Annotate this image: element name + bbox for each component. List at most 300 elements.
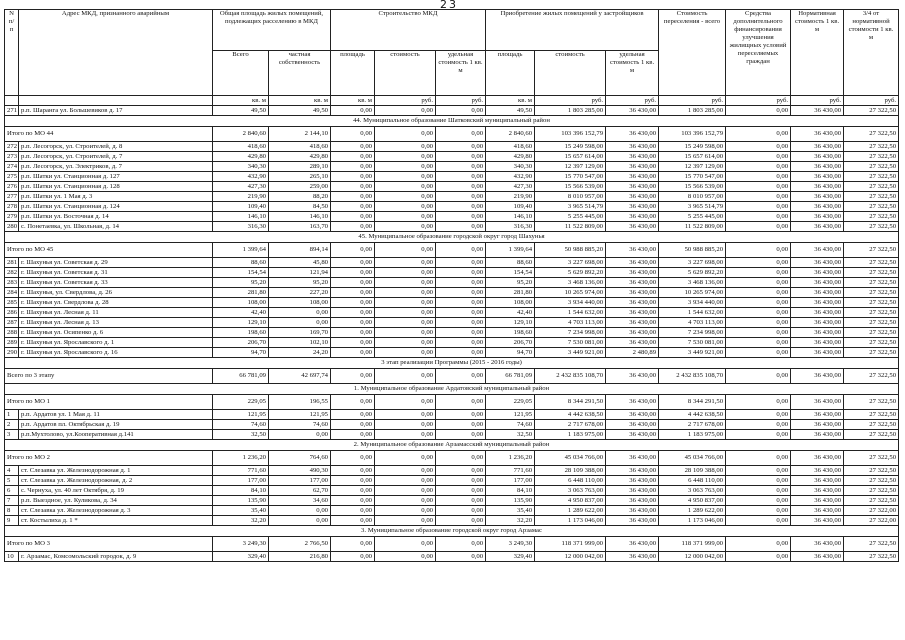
value-cell: 36 430,00 xyxy=(606,308,659,318)
value-cell: 84,50 xyxy=(269,202,331,212)
row-number: 280 xyxy=(5,222,19,232)
value-cell: 0,00 xyxy=(331,222,375,232)
row-address: р.п. Ардатов пл. Октябрьская д. 19 xyxy=(19,420,213,430)
value-cell: 36 430,00 xyxy=(606,506,659,516)
row-address: с. Понетаевка, ул. Школьная, д. 14 xyxy=(19,222,213,232)
value-cell: 0,00 xyxy=(726,202,791,212)
subtotal-row xyxy=(5,395,899,410)
value-cell: 0,00 xyxy=(375,258,436,268)
value-cell: 146,10 xyxy=(269,212,331,222)
subtotal-label: Итого по МО 1 xyxy=(5,395,213,410)
value-cell: 0,00 xyxy=(726,552,791,562)
value-cell: 0,00 xyxy=(375,243,436,258)
row-address: р.п. Шатки ул. Станционная д. 124 xyxy=(19,202,213,212)
value-cell: 36 430,00 xyxy=(791,552,844,562)
row-address: ст. Слезавка ул. Железнодорожная д. 1 xyxy=(19,466,213,476)
row-number: 9 xyxy=(5,516,19,526)
value-cell: 316,30 xyxy=(486,222,535,232)
value-cell: 5 629 892,20 xyxy=(659,268,726,278)
value-cell: 154,54 xyxy=(213,268,269,278)
value-cell: 0,00 xyxy=(726,328,791,338)
table-row xyxy=(5,506,899,516)
value-cell: 36 430,00 xyxy=(791,152,844,162)
value-cell: 8 344 291,50 xyxy=(659,395,726,410)
value-cell: 84,10 xyxy=(486,486,535,496)
value-cell: 429,80 xyxy=(213,152,269,162)
value-cell: 129,10 xyxy=(486,318,535,328)
value-cell: 281,80 xyxy=(486,288,535,298)
value-cell: 163,70 xyxy=(269,222,331,232)
unit-cell: кв. м xyxy=(213,96,269,106)
value-cell: 771,60 xyxy=(486,466,535,476)
value-cell: 66 781,09 xyxy=(486,369,535,384)
row-address: ст. Слезавка ул. Железнодорожная, д. 2 xyxy=(19,476,213,486)
value-cell: 27 322,50 xyxy=(844,369,899,384)
table-row xyxy=(5,516,899,526)
value-cell: 36 430,00 xyxy=(791,268,844,278)
value-cell: 12 397 129,00 xyxy=(659,162,726,172)
value-cell: 0,00 xyxy=(331,278,375,288)
value-cell: 0,00 xyxy=(331,506,375,516)
value-cell: 11 522 809,00 xyxy=(535,222,606,232)
value-cell: 3 468 136,00 xyxy=(659,278,726,288)
value-cell: 15 566 539,00 xyxy=(659,182,726,192)
value-cell: 42,40 xyxy=(213,308,269,318)
subcol-private: частная собственность xyxy=(269,51,331,96)
value-cell: 1 173 046,00 xyxy=(535,516,606,526)
table-row xyxy=(5,212,899,222)
value-cell: 12 000 042,00 xyxy=(535,552,606,562)
value-cell: 103 396 152,79 xyxy=(535,127,606,142)
section-header-row xyxy=(5,384,899,395)
value-cell: 36 430,00 xyxy=(606,318,659,328)
value-cell: 0,00 xyxy=(726,466,791,476)
value-cell: 36 430,00 xyxy=(791,410,844,420)
value-cell: 0,00 xyxy=(436,142,486,152)
row-number: 287 xyxy=(5,318,19,328)
value-cell: 0,00 xyxy=(375,268,436,278)
section-title: 1. Муниципальное образование Ардатовский муниципальный район xyxy=(5,384,899,395)
value-cell: 0,00 xyxy=(436,258,486,268)
row-number: 3 xyxy=(5,430,19,440)
value-cell: 0,00 xyxy=(726,278,791,288)
section-header-row xyxy=(5,526,899,537)
value-cell: 2 480,89 xyxy=(606,348,659,358)
value-cell: 36 430,00 xyxy=(791,466,844,476)
value-cell: 0,00 xyxy=(331,127,375,142)
table-row xyxy=(5,486,899,496)
value-cell: 4 442 638,50 xyxy=(659,410,726,420)
row-address: р.п. Шаранга ул. Большевиков д. 17 xyxy=(19,106,213,116)
row-address: г. Шахунья ул. Ярославского д. 16 xyxy=(19,348,213,358)
row-number: 277 xyxy=(5,192,19,202)
value-cell: 36 430,00 xyxy=(606,202,659,212)
value-cell: 45,80 xyxy=(269,258,331,268)
value-cell: 35,40 xyxy=(213,506,269,516)
row-number: 283 xyxy=(5,278,19,288)
value-cell: 34,60 xyxy=(269,496,331,506)
value-cell: 94,70 xyxy=(213,348,269,358)
value-cell: 329,40 xyxy=(486,552,535,562)
value-cell: 6 448 110,00 xyxy=(659,476,726,486)
value-cell: 27 322,50 xyxy=(844,552,899,562)
value-cell: 36 430,00 xyxy=(606,552,659,562)
row-number: 289 xyxy=(5,338,19,348)
value-cell: 27 322,50 xyxy=(844,420,899,430)
value-cell: 0,00 xyxy=(436,338,486,348)
value-cell: 36 430,00 xyxy=(606,466,659,476)
value-cell: 2 432 835 108,70 xyxy=(659,369,726,384)
value-cell: 27 322,50 xyxy=(844,182,899,192)
value-cell: 36 430,00 xyxy=(791,318,844,328)
value-cell: 74,60 xyxy=(213,420,269,430)
value-cell: 3 934 440,00 xyxy=(659,298,726,308)
value-cell: 894,14 xyxy=(269,243,331,258)
value-cell: 0,00 xyxy=(726,410,791,420)
value-cell: 177,00 xyxy=(486,476,535,486)
row-address: р.п. Шатки ул. Восточная д. 14 xyxy=(19,212,213,222)
value-cell: 36 430,00 xyxy=(791,496,844,506)
value-cell: 0,00 xyxy=(375,328,436,338)
value-cell: 11 522 809,00 xyxy=(659,222,726,232)
value-cell: 36 430,00 xyxy=(606,278,659,288)
value-cell: 27 322,50 xyxy=(844,212,899,222)
value-cell: 129,10 xyxy=(213,318,269,328)
value-cell: 27 322,50 xyxy=(844,222,899,232)
value-cell: 0,00 xyxy=(375,395,436,410)
value-cell: 0,00 xyxy=(436,552,486,562)
value-cell: 7 530 081,00 xyxy=(659,338,726,348)
value-cell: 3 965 514,79 xyxy=(535,202,606,212)
subtotal-row xyxy=(5,537,899,552)
value-cell: 3 965 514,79 xyxy=(659,202,726,212)
value-cell: 5 255 445,00 xyxy=(535,212,606,222)
value-cell: 36 430,00 xyxy=(791,328,844,338)
table-row xyxy=(5,258,899,268)
value-cell: 418,60 xyxy=(213,142,269,152)
section-title: 3 этап реализации Программы (2015 - 2016 годы) xyxy=(5,358,899,369)
value-cell: 36 430,00 xyxy=(791,192,844,202)
value-cell: 135,90 xyxy=(486,496,535,506)
value-cell: 36 430,00 xyxy=(606,338,659,348)
value-cell: 0,00 xyxy=(726,537,791,552)
value-cell: 4 703 113,00 xyxy=(659,318,726,328)
value-cell: 177,00 xyxy=(213,476,269,486)
value-cell: 36 430,00 xyxy=(791,338,844,348)
value-cell: 118 371 999,00 xyxy=(659,537,726,552)
table-row xyxy=(5,222,899,232)
value-cell: 27 322,50 xyxy=(844,338,899,348)
col-number-header: N п/п xyxy=(5,10,19,96)
value-cell: 0,00 xyxy=(331,552,375,562)
row-address: р.п. Лесогорск, ул. Строителей, д. 7 xyxy=(19,152,213,162)
value-cell: 36 430,00 xyxy=(791,348,844,358)
col-normative-cost-header: Нормативная стоимость 1 кв. м xyxy=(791,10,844,96)
row-number: 8 xyxy=(5,506,19,516)
value-cell: 0,00 xyxy=(375,152,436,162)
value-cell: 27 322,50 xyxy=(844,308,899,318)
subtotal-row xyxy=(5,451,899,466)
value-cell: 0,00 xyxy=(436,288,486,298)
value-cell: 0,00 xyxy=(726,288,791,298)
unit-cell: руб. xyxy=(436,96,486,106)
row-address: ст. Костылиха д. 1 * xyxy=(19,516,213,526)
value-cell: 432,90 xyxy=(213,172,269,182)
value-cell: 95,20 xyxy=(269,278,331,288)
row-address: г. Шахунья, ул. Свердлова, д. 26 xyxy=(19,288,213,298)
subtotal-label: Итого по МО 3 xyxy=(5,537,213,552)
value-cell: 36 430,00 xyxy=(791,486,844,496)
value-cell: 36 430,00 xyxy=(791,172,844,182)
value-cell: 429,80 xyxy=(269,152,331,162)
value-cell: 36 430,00 xyxy=(791,430,844,440)
value-cell: 4 950 837,00 xyxy=(659,496,726,506)
value-cell: 229,05 xyxy=(486,395,535,410)
table-row xyxy=(5,466,899,476)
row-number: 281 xyxy=(5,258,19,268)
value-cell: 1 803 285,00 xyxy=(535,106,606,116)
value-cell: 0,00 xyxy=(375,420,436,430)
value-cell: 27 322,50 xyxy=(844,486,899,496)
row-address: с. Чернуха, ул. 40 лет Октября, д. 19 xyxy=(19,486,213,496)
value-cell: 36 430,00 xyxy=(606,430,659,440)
value-cell: 36 430,00 xyxy=(606,369,659,384)
value-cell: 0,00 xyxy=(726,308,791,318)
value-cell: 177,00 xyxy=(269,476,331,486)
value-cell: 36 430,00 xyxy=(606,243,659,258)
value-cell: 32,20 xyxy=(486,516,535,526)
value-cell: 169,70 xyxy=(269,328,331,338)
value-cell: 0,00 xyxy=(726,451,791,466)
value-cell: 36 430,00 xyxy=(791,395,844,410)
value-cell: 27 322,50 xyxy=(844,172,899,182)
subcol-construction-area: площадь xyxy=(331,51,375,96)
value-cell: 10 265 974,00 xyxy=(659,288,726,298)
value-cell: 0,00 xyxy=(375,451,436,466)
value-cell: 0,00 xyxy=(726,182,791,192)
value-cell: 27 322,50 xyxy=(844,162,899,172)
value-cell: 0,00 xyxy=(436,328,486,338)
value-cell: 118 371 999,00 xyxy=(535,537,606,552)
value-cell: 1 289 622,00 xyxy=(535,506,606,516)
value-cell: 74,60 xyxy=(486,420,535,430)
value-cell: 0,00 xyxy=(726,420,791,430)
row-number: 1 xyxy=(5,410,19,420)
value-cell: 121,95 xyxy=(486,410,535,420)
value-cell: 15 249 598,00 xyxy=(535,142,606,152)
row-number: 284 xyxy=(5,288,19,298)
value-cell: 3 449 921,00 xyxy=(659,348,726,358)
value-cell: 15 770 547,00 xyxy=(535,172,606,182)
value-cell: 2 144,10 xyxy=(269,127,331,142)
value-cell: 0,00 xyxy=(375,496,436,506)
subcol-total: Всего xyxy=(213,51,269,96)
value-cell: 50 988 885,20 xyxy=(659,243,726,258)
subcol-purchase-cost: стоимость xyxy=(535,51,606,96)
subcol-purchase-area: площадь xyxy=(486,51,535,96)
value-cell: 0,00 xyxy=(331,348,375,358)
table-row xyxy=(5,308,899,318)
value-cell: 36 430,00 xyxy=(606,258,659,268)
value-cell: 27 322,50 xyxy=(844,318,899,328)
col-total-area-header: Общая площадь жилых помещений, подлежащих расселению в МКД xyxy=(213,10,331,51)
value-cell: 0,00 xyxy=(375,222,436,232)
value-cell: 49,50 xyxy=(486,106,535,116)
table-row xyxy=(5,142,899,152)
value-cell: 0,00 xyxy=(726,395,791,410)
value-cell: 0,00 xyxy=(331,537,375,552)
value-cell: 27 322,50 xyxy=(844,192,899,202)
row-number: 285 xyxy=(5,298,19,308)
row-number: 273 xyxy=(5,152,19,162)
value-cell: 102,10 xyxy=(269,338,331,348)
subcol-purchase-unit-cost: удельная стоимость 1 кв. м xyxy=(606,51,659,96)
value-cell: 36 430,00 xyxy=(791,258,844,268)
value-cell: 36 430,00 xyxy=(606,106,659,116)
value-cell: 3 249,30 xyxy=(213,537,269,552)
col-construction-header: Строительство МКД xyxy=(331,10,486,51)
value-cell: 109,40 xyxy=(486,202,535,212)
unit-cell: руб. xyxy=(659,96,726,106)
col-three-quarters-header: 3/4 от нормативной стоимости 1 кв. м xyxy=(844,10,899,96)
value-cell: 340,30 xyxy=(213,162,269,172)
value-cell: 5 629 892,20 xyxy=(535,268,606,278)
value-cell: 27 322,50 xyxy=(844,258,899,268)
value-cell: 1 236,20 xyxy=(213,451,269,466)
row-address: р.п. Шатки ул. Станционная д. 128 xyxy=(19,182,213,192)
value-cell: 2 766,50 xyxy=(269,537,331,552)
value-cell: 36 430,00 xyxy=(606,142,659,152)
value-cell: 3 249,30 xyxy=(486,537,535,552)
value-cell: 36 430,00 xyxy=(791,298,844,308)
unit-cell: руб. xyxy=(375,96,436,106)
row-address: р.п. Лесогорск, ул. Строителей, д. 8 xyxy=(19,142,213,152)
value-cell: 15 657 614,00 xyxy=(535,152,606,162)
value-cell: 198,60 xyxy=(486,328,535,338)
value-cell: 259,00 xyxy=(269,182,331,192)
value-cell: 36 430,00 xyxy=(606,451,659,466)
value-cell: 427,30 xyxy=(213,182,269,192)
value-cell: 0,00 xyxy=(436,430,486,440)
value-cell: 0,00 xyxy=(269,318,331,328)
value-cell: 340,30 xyxy=(486,162,535,172)
value-cell: 0,00 xyxy=(375,552,436,562)
row-address: г. Шахунья ул. Ярославского д. 1 xyxy=(19,338,213,348)
value-cell: 429,80 xyxy=(486,152,535,162)
table-row xyxy=(5,106,899,116)
table-row xyxy=(5,552,899,562)
value-cell: 27 322,50 xyxy=(844,298,899,308)
subcol-construction-cost: стоимость xyxy=(375,51,436,96)
value-cell: 0,00 xyxy=(726,106,791,116)
value-cell: 146,10 xyxy=(486,212,535,222)
value-cell: 0,00 xyxy=(375,162,436,172)
value-cell: 27 322,00 xyxy=(844,516,899,526)
row-address: г. Шахунья ул. Советская д. 33 xyxy=(19,278,213,288)
table-row xyxy=(5,338,899,348)
section-header-row xyxy=(5,358,899,369)
row-number: 5 xyxy=(5,476,19,486)
value-cell: 12 397 129,00 xyxy=(535,162,606,172)
value-cell: 27 322,50 xyxy=(844,278,899,288)
value-cell: 36 430,00 xyxy=(791,537,844,552)
value-cell: 121,95 xyxy=(213,410,269,420)
section-title: 44. Муниципальное образование Шатковский муниципальный район xyxy=(5,116,899,127)
value-cell: 32,50 xyxy=(213,430,269,440)
value-cell: 36 430,00 xyxy=(791,476,844,486)
value-cell: 4 703 113,00 xyxy=(535,318,606,328)
value-cell: 418,60 xyxy=(269,142,331,152)
value-cell: 0,00 xyxy=(331,162,375,172)
value-cell: 27 322,50 xyxy=(844,142,899,152)
row-number: 282 xyxy=(5,268,19,278)
value-cell: 36 430,00 xyxy=(791,222,844,232)
value-cell: 0,00 xyxy=(331,192,375,202)
value-cell: 36 430,00 xyxy=(791,202,844,212)
table-row xyxy=(5,172,899,182)
value-cell: 0,00 xyxy=(726,152,791,162)
table-row xyxy=(5,278,899,288)
table-row xyxy=(5,430,899,440)
value-cell: 3 468 136,00 xyxy=(535,278,606,288)
value-cell: 0,00 xyxy=(436,298,486,308)
value-cell: 36 430,00 xyxy=(606,476,659,486)
value-cell: 1 183 975,00 xyxy=(535,430,606,440)
value-cell: 0,00 xyxy=(726,496,791,506)
subtotal-label: Итого по МО 2 xyxy=(5,451,213,466)
value-cell: 88,20 xyxy=(269,192,331,202)
value-cell: 0,00 xyxy=(375,348,436,358)
row-address: ст. Слезавка ул. Железнодорожная д. 3 xyxy=(19,506,213,516)
col-resettlement-cost-header: Стоимость переселения - всего xyxy=(659,10,726,96)
value-cell: 0,00 xyxy=(331,395,375,410)
value-cell: 0,00 xyxy=(726,516,791,526)
value-cell: 0,00 xyxy=(726,243,791,258)
value-cell: 3 227 698,00 xyxy=(535,258,606,268)
value-cell: 0,00 xyxy=(331,106,375,116)
value-cell: 0,00 xyxy=(375,338,436,348)
value-cell: 1 399,64 xyxy=(486,243,535,258)
value-cell: 206,70 xyxy=(486,338,535,348)
value-cell: 35,40 xyxy=(486,506,535,516)
row-address: г. Шахунья ул. Свердлова д. 28 xyxy=(19,298,213,308)
value-cell: 32,20 xyxy=(213,516,269,526)
value-cell: 0,00 xyxy=(436,420,486,430)
value-cell: 36 430,00 xyxy=(791,162,844,172)
value-cell: 206,70 xyxy=(213,338,269,348)
value-cell: 36 430,00 xyxy=(606,162,659,172)
value-cell: 427,30 xyxy=(486,182,535,192)
value-cell: 0,00 xyxy=(375,288,436,298)
value-cell: 15 566 539,00 xyxy=(535,182,606,192)
value-cell: 15 770 547,00 xyxy=(659,172,726,182)
value-cell: 36 430,00 xyxy=(791,420,844,430)
table-row xyxy=(5,182,899,192)
subtotal-row xyxy=(5,369,899,384)
value-cell: 0,00 xyxy=(375,476,436,486)
value-cell: 0,00 xyxy=(375,142,436,152)
row-address: р.п. Выездное, ул. Куликова, д. 34 xyxy=(19,496,213,506)
value-cell: 0,00 xyxy=(331,410,375,420)
value-cell: 0,00 xyxy=(331,182,375,192)
value-cell: 0,00 xyxy=(375,369,436,384)
value-cell: 196,55 xyxy=(269,395,331,410)
row-address: г. Шахунья ул. Советская д. 31 xyxy=(19,268,213,278)
table-row xyxy=(5,192,899,202)
value-cell: 0,00 xyxy=(331,202,375,212)
value-cell: 0,00 xyxy=(436,192,486,202)
value-cell: 0,00 xyxy=(331,496,375,506)
